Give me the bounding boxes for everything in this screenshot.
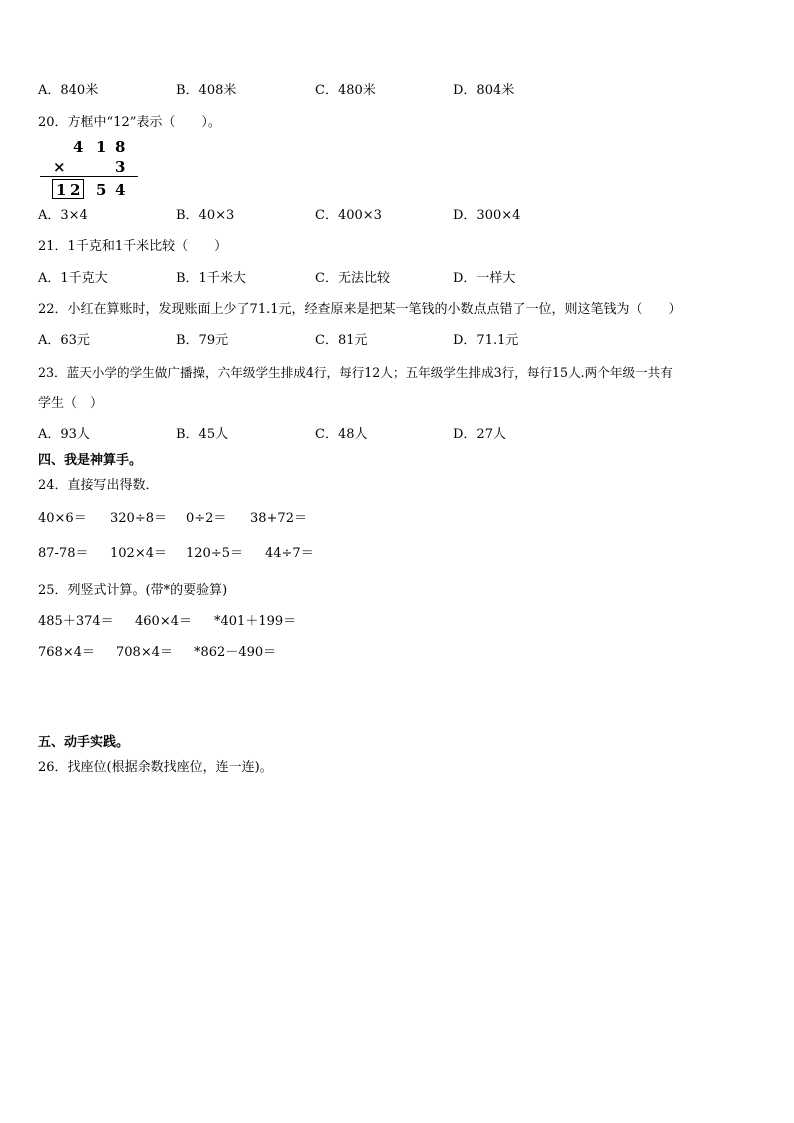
q23-option-c: C．48人 <box>315 427 368 442</box>
q20-option-a: A．3×4 <box>38 208 88 223</box>
q25-expression: 460×4＝ <box>135 614 192 629</box>
q25-stem: 25．列竖式计算。(带*的要验算) <box>38 583 228 598</box>
q24-expression: 44÷7＝ <box>265 546 314 561</box>
q24-expression: 87-78＝ <box>38 546 89 561</box>
q21-option-b: B．1千米大 <box>176 271 246 286</box>
q22-option-d: D．71.1元 <box>453 333 519 348</box>
q24-expression: 40×6＝ <box>38 511 87 526</box>
section-5-title: 五、动手实践。 <box>38 735 130 750</box>
q21-option-d: D．一样大 <box>453 271 516 286</box>
q24-expression: 120÷5＝ <box>186 546 243 561</box>
q24-expression: 0÷2＝ <box>186 511 227 526</box>
q24-stem: 24．直接写出得数． <box>38 478 159 493</box>
q20-top-digit: 1 <box>96 138 107 156</box>
q23-stem-line1: 23．蓝天小学的学生做广播操，六年级学生排成4行，每行12人；五年级学生排成3行，每行15人.两个年级一共有 <box>38 365 673 380</box>
q22-option-a: A．63元 <box>38 333 90 348</box>
q19-option-c: C．480米 <box>315 83 376 98</box>
q20-option-b: B．40×3 <box>176 208 235 223</box>
q22-option-c: C．81元 <box>315 333 368 348</box>
q24-expression: 102×4＝ <box>110 546 167 561</box>
q25-expression: *401＋199＝ <box>214 614 297 629</box>
q25-expression: 768×4＝ <box>38 645 95 660</box>
q19-option-d: D．804米 <box>453 83 515 98</box>
q25-expression: *862－490＝ <box>194 645 277 660</box>
q20-result-digit: 4 <box>115 181 126 199</box>
q20-multiply-sign: × <box>53 158 66 176</box>
q19-option-a: A．840米 <box>38 83 99 98</box>
q20-option-d: D．300×4 <box>453 208 521 223</box>
q25-expression: 485＋374＝ <box>38 614 114 629</box>
q25-expression: 708×4＝ <box>116 645 173 660</box>
q21-stem: 21．1千克和1千米比较（ ） <box>38 239 228 254</box>
q20-vertical-multiplication <box>40 138 140 200</box>
q23-option-a: A．93人 <box>38 427 90 442</box>
q24-expression: 38+72＝ <box>250 511 307 526</box>
q20-option-c: C．400×3 <box>315 208 382 223</box>
q22-option-b: B．79元 <box>176 333 229 348</box>
q23-option-d: D．27人 <box>453 427 506 442</box>
q20-result-digit: 5 <box>96 181 107 199</box>
q20-top-digit: 8 <box>115 138 126 156</box>
q20-multiplier: 3 <box>115 158 126 176</box>
q20-stem: 20．方框中“12”表示（ ）。 <box>38 115 221 130</box>
q20-top-digit: 4 <box>73 138 84 156</box>
q21-option-c: C．无法比较 <box>315 271 390 286</box>
q19-option-b: B．408米 <box>176 83 237 98</box>
q26-stem: 26．找座位(根据余数找座位，连一连)。 <box>38 760 273 775</box>
q20-product-line <box>40 176 138 177</box>
q23-option-b: B．45人 <box>176 427 229 442</box>
q21-option-a: A．1千克大 <box>38 271 108 286</box>
q22-stem: 22．小红在算账时，发现账面上少了71.1元，经查原来是把某一笔钱的小数点点错了一位，则这笔钱为（ ） <box>38 302 682 317</box>
q20-result-digit-boxed: 1 <box>56 181 67 199</box>
q23-stem-line2: 学生（ ） <box>38 396 104 411</box>
q24-expression: 320÷8＝ <box>110 511 167 526</box>
section-4-title: 四、我是神算手。 <box>38 453 143 468</box>
q20-result-digit-boxed: 2 <box>70 181 81 199</box>
